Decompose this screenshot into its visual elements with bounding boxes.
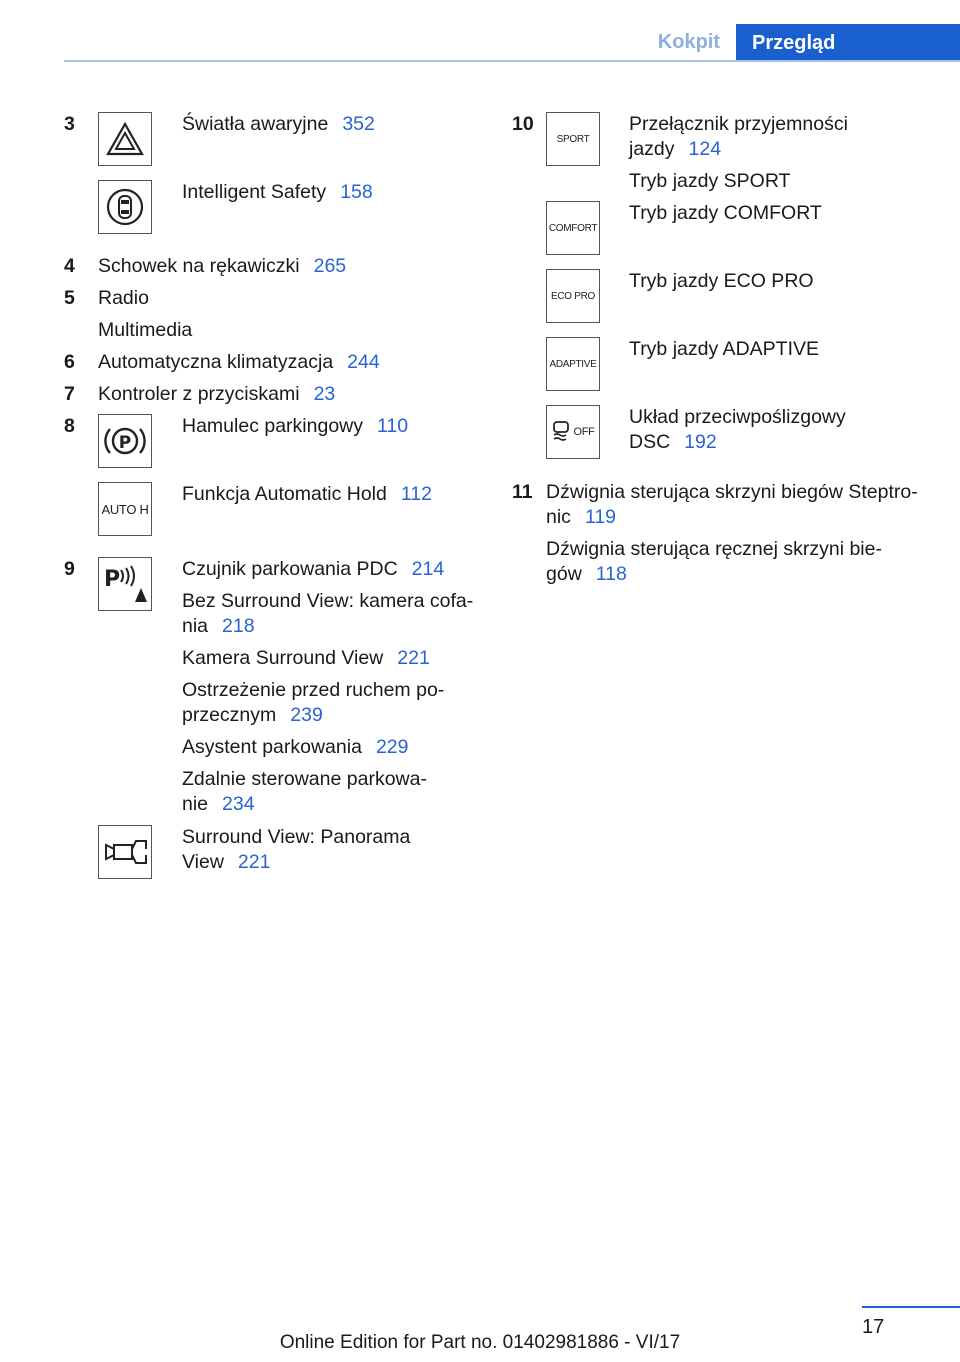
parking-brake-icon (98, 414, 152, 468)
remote-parking-entry: nie 234 (182, 793, 255, 815)
page-link[interactable]: 229 (375, 736, 409, 758)
multimedia-entry: Multimedia (98, 319, 193, 341)
tab-przeglad[interactable]: Przegląd (736, 24, 960, 62)
hazard-lights-entry: Światła awaryjne 352 (182, 113, 375, 135)
page-link[interactable]: 239 (290, 704, 323, 726)
page-link[interactable]: 221 (237, 851, 271, 873)
page-link[interactable]: 192 (684, 431, 717, 453)
item-number-3: 3 (64, 113, 75, 135)
steptronic-entry: nic 119 (546, 506, 617, 528)
item-number-5: 5 (64, 287, 75, 309)
page-link[interactable]: 352 (342, 113, 375, 135)
page-link[interactable]: 112 (400, 483, 432, 505)
edition-footer: Online Edition for Part no. 01402981886 - VI/17 (279, 1332, 681, 1353)
hazard-warning-icon (98, 112, 152, 166)
remote-parking-entry-line1: Zdalnie sterowane parkowa- (182, 768, 427, 790)
comfort-mode-entry: Tryb jazdy COMFORT (629, 202, 822, 224)
eco-pro-mode-icon: ECO PRO (546, 269, 600, 323)
driving-experience-switch-line1: Przełącznik przyjemności (629, 113, 848, 135)
cross-traffic-entry-line1: Ostrzeżenie przed ruchem po- (182, 679, 445, 701)
page-link[interactable]: 124 (688, 138, 722, 160)
pdc-entry: Czujnik parkowania PDC 214 (182, 558, 445, 580)
page-link[interactable]: 119 (584, 506, 617, 528)
page-link[interactable]: 23 (313, 383, 336, 405)
panorama-view-entry: View 221 (182, 851, 271, 873)
item-number-7: 7 (64, 383, 75, 405)
page-link[interactable]: 244 (347, 351, 380, 373)
item-number-9: 9 (64, 558, 75, 580)
header-rule (64, 60, 960, 62)
page-link[interactable]: 158 (340, 181, 373, 203)
driving-experience-switch-entry: jazdy 124 (629, 138, 722, 160)
auto-hold-icon: AUTO H (98, 482, 152, 536)
park-distance-icon (98, 557, 152, 611)
intelligent-safety-icon (98, 180, 152, 234)
item-number-6: 6 (64, 351, 75, 373)
sport-mode-icon: SPORT (546, 112, 600, 166)
item-number-4: 4 (64, 255, 75, 277)
svg-text:P: P (118, 433, 132, 453)
page-link[interactable]: 221 (397, 647, 430, 669)
cross-traffic-entry: przecznym 239 (182, 704, 323, 726)
page-link[interactable]: 110 (377, 415, 409, 437)
page-link[interactable]: 118 (595, 563, 627, 585)
page-link[interactable]: 218 (222, 615, 255, 637)
adaptive-mode-entry: Tryb jazdy ADAPTIVE (629, 338, 820, 360)
sport-mode-entry: Tryb jazdy SPORT (629, 170, 791, 192)
rear-camera-entry-line1: Bez Surround View: kamera cofa- (182, 590, 474, 612)
adaptive-mode-icon: ADAPTIVE (546, 337, 600, 391)
panorama-view-entry-line1: Surround View: Panorama (182, 826, 411, 848)
item-number-11: 11 (512, 481, 533, 503)
page-link[interactable]: 234 (222, 793, 255, 815)
page-link[interactable]: 265 (313, 255, 347, 277)
parking-brake-entry: Hamulec parkingowy 110 (182, 415, 409, 437)
dsc-entry-line1: Układ przeciwpoślizgowy (629, 406, 846, 428)
dsc-off-icon: OFF (546, 405, 600, 459)
item-number-8: 8 (64, 415, 75, 437)
panorama-view-icon (98, 825, 152, 879)
surround-view-camera-entry: Kamera Surround View 221 (182, 647, 430, 669)
eco-pro-mode-entry: Tryb jazdy ECO PRO (629, 270, 814, 292)
svg-text:P: P (104, 567, 121, 592)
manual-gearbox-entry: gów 118 (546, 563, 627, 585)
tab-kokpit[interactable]: Kokpit (657, 31, 720, 53)
manual-gearbox-entry-line1: Dźwignia sterująca ręcznej skrzyni bie- (546, 538, 882, 560)
page-link[interactable]: 214 (411, 558, 445, 580)
item-number-10: 10 (512, 113, 534, 135)
glove-box-entry: Schowek na rękawiczki 265 (98, 255, 347, 277)
parking-assistant-entry: Asystent parkowania 229 (182, 736, 409, 758)
dsc-entry: DSC 192 (629, 431, 717, 453)
intelligent-safety-entry: Intelligent Safety 158 (182, 181, 373, 203)
automatic-hold-entry: Funkcja Automatic Hold 112 (182, 483, 432, 505)
rear-camera-entry: nia 218 (182, 615, 255, 637)
controller-entry: Kontroler z przyciskami 23 (98, 383, 336, 405)
header-bar (64, 24, 960, 62)
comfort-mode-icon: COMFORT (546, 201, 600, 255)
steptronic-entry-line1: Dźwignia sterująca skrzyni biegów Steptro- (546, 481, 918, 503)
footer-rule (862, 1306, 960, 1308)
radio-entry: Radio (98, 287, 149, 309)
climate-control-entry: Automatyczna klimatyzacja 244 (98, 351, 380, 373)
page-number: 17 (862, 1316, 885, 1338)
